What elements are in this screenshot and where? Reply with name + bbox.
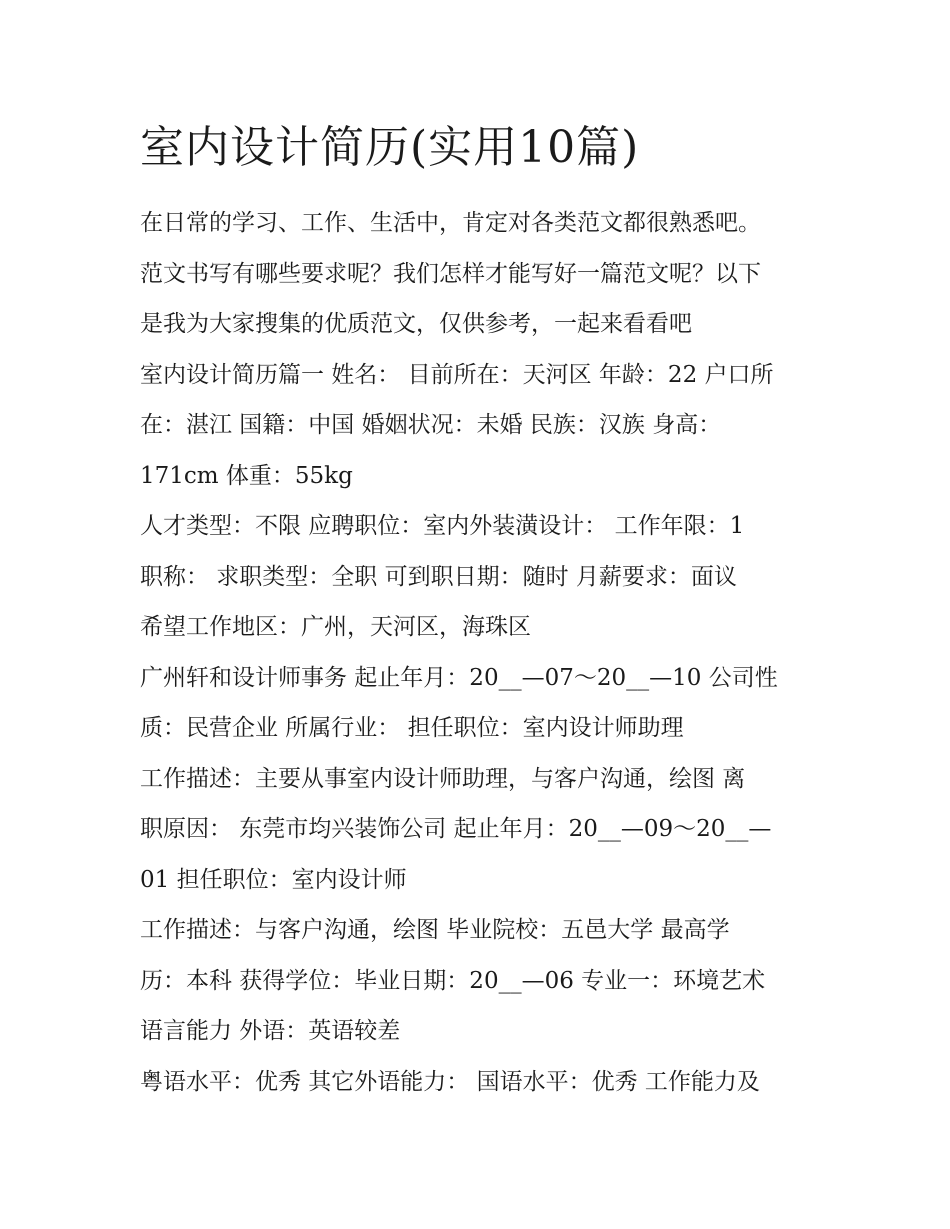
body-line: 范文书写有哪些要求呢？我们怎样才能写好一篇范文呢？以下 [140, 260, 761, 287]
body-line: 01 担任职位：室内设计师 [140, 866, 407, 893]
body-line: 粤语水平：优秀 其它外语能力： 国语水平：优秀 工作能力及 [140, 1068, 760, 1095]
body-line: 是我为大家搜集的优质范文，仅供参考，一起来看看吧 [140, 311, 692, 337]
document-page [140, 118, 820, 1107]
body-line: 171cm 体重：55kg [140, 462, 353, 489]
body-line: 室内设计简历篇一 姓名： 目前所在：天河区 年龄：22 户口所 [140, 361, 774, 388]
body-line: 工作描述：与客户沟通，绘图 毕业院校：五邑大学 最高学 [140, 917, 730, 943]
body-line: 广州轩和设计师事务 起止年月：20__—07～20__—10 公司性 [140, 664, 778, 691]
body-line: 语言能力 外语：英语较差 [140, 1018, 401, 1044]
body-line: 历：本科 获得学位：毕业日期：20__—06 专业一：环境艺术 [140, 967, 766, 994]
document-body [140, 198, 820, 1107]
body-line: 工作描述：主要从事室内设计师助理，与客户沟通，绘图 离 [140, 765, 746, 792]
body-line: 人才类型：不限 应聘职位：室内外装潢设计： 工作年限：1 [140, 513, 745, 539]
body-line: 质：民营企业 所属行业： 担任职位：室内设计师助理 [140, 715, 684, 741]
body-line: 希望工作地区：广州，天河区，海珠区 [140, 614, 531, 640]
body-line: 职原因： 东莞市均兴装饰公司 起止年月：20__—09～20__— [140, 816, 772, 842]
body-line: 在：湛江 国籍：中国 婚姻状况：未婚 民族：汉族 身高： [140, 412, 722, 438]
body-line: 在日常的学习、工作、生活中，肯定对各类范文都很熟悉吧。 [140, 210, 761, 236]
body-line: 职称： 求职类型：全职 可到职日期：随时 月薪要求：面议 [140, 563, 737, 590]
document-title: 室内设计简历(实用10篇) [140, 122, 640, 173]
